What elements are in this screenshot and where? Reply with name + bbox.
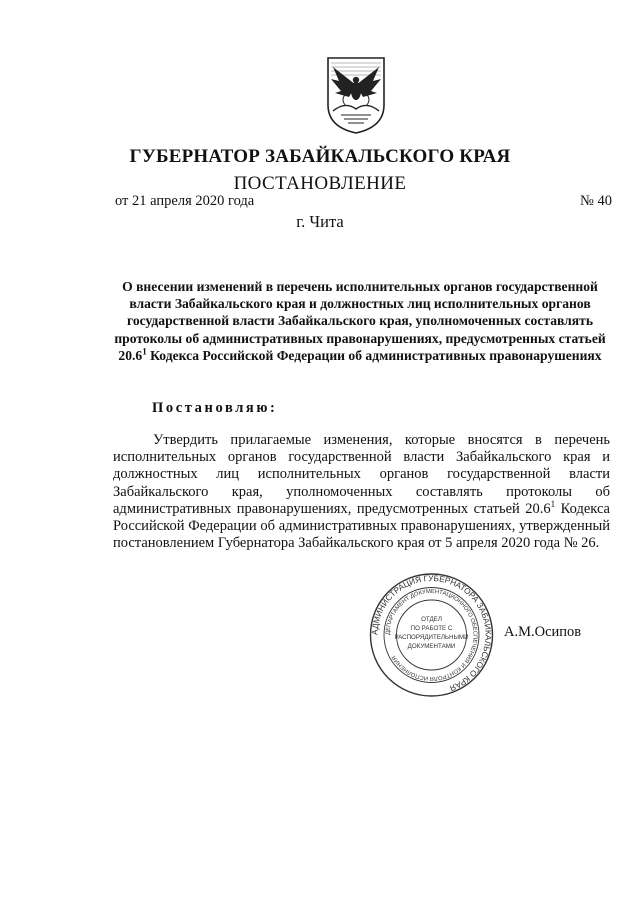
subject-text-part1: О внесении изменений в перечень исполнительных органов государственной власти Забайкальского края и должностных лиц исполнительных органов государственной власти Забайкальского края, уполномоченных составлять протоколы об административных правонарушениях, предусмотренных статьей 20.6 xyxy=(114,279,606,363)
decree-word: Постановляю: xyxy=(152,400,278,416)
seal-outer-text: АДМИНИСТРАЦИЯ ГУБЕРНАТОРА ЗАБАЙКАЛЬСКОГО КРАЯ xyxy=(370,573,493,693)
coat-of-arms-icon xyxy=(325,55,387,135)
body-text-part1: Утвердить прилагаемые изменения, которые вносятся в перечень исполнительных органов государственной власти Забайкальского края и должностных лиц исполнительных органов государственной власти Забайкальского края, уполномоченных составлять протоколы об административных правонарушениях, предусмотренных статьей 20.6 xyxy=(113,432,610,517)
official-seal-icon xyxy=(368,573,495,697)
document-number: № 40 xyxy=(580,193,612,209)
document-subject xyxy=(110,278,610,364)
subject-superscript: 1 xyxy=(142,346,147,357)
authority-title: ГУБЕРНАТОР ЗАБАЙКАЛЬСКОГО КРАЯ xyxy=(129,146,511,167)
seal-inner-text: ДЕПАРТАМЕНТ ДОКУМЕНТАЦИОННОГО ОБЕСПЕЧЕНИЯ И КОНТРОЛЯ ИСПОЛНЕНИЯ xyxy=(385,588,478,682)
subject-text-part2: Кодекса Российской Федерации об административных правонарушениях xyxy=(146,347,602,363)
seal-center-line-1: ОТДЕЛ xyxy=(421,616,442,623)
signatory-name: А.М.Осипов xyxy=(504,624,582,640)
body-superscript: 1 xyxy=(550,498,556,509)
body-paragraph xyxy=(113,432,610,552)
document-date: от 21 апреля 2020 года xyxy=(115,193,255,209)
seal-center-line-3: РАСПОРЯДИТЕЛЬНЫМИ xyxy=(394,634,469,641)
seal-center-line-4: ДОКУМЕНТАМИ xyxy=(407,643,456,650)
document-type: ПОСТАНОВЛЕНИЕ xyxy=(233,173,407,194)
seal-center-line-2: ПО РАБОТЕ С xyxy=(410,625,453,632)
document-city: г. Чита xyxy=(296,212,344,231)
body-text-part2: Кодекса Российской Федерации об административных правонарушениях, утвержденный постановлением Губернатора Забайкальского края от 5 апреля 2020 года № 26. xyxy=(113,500,610,552)
